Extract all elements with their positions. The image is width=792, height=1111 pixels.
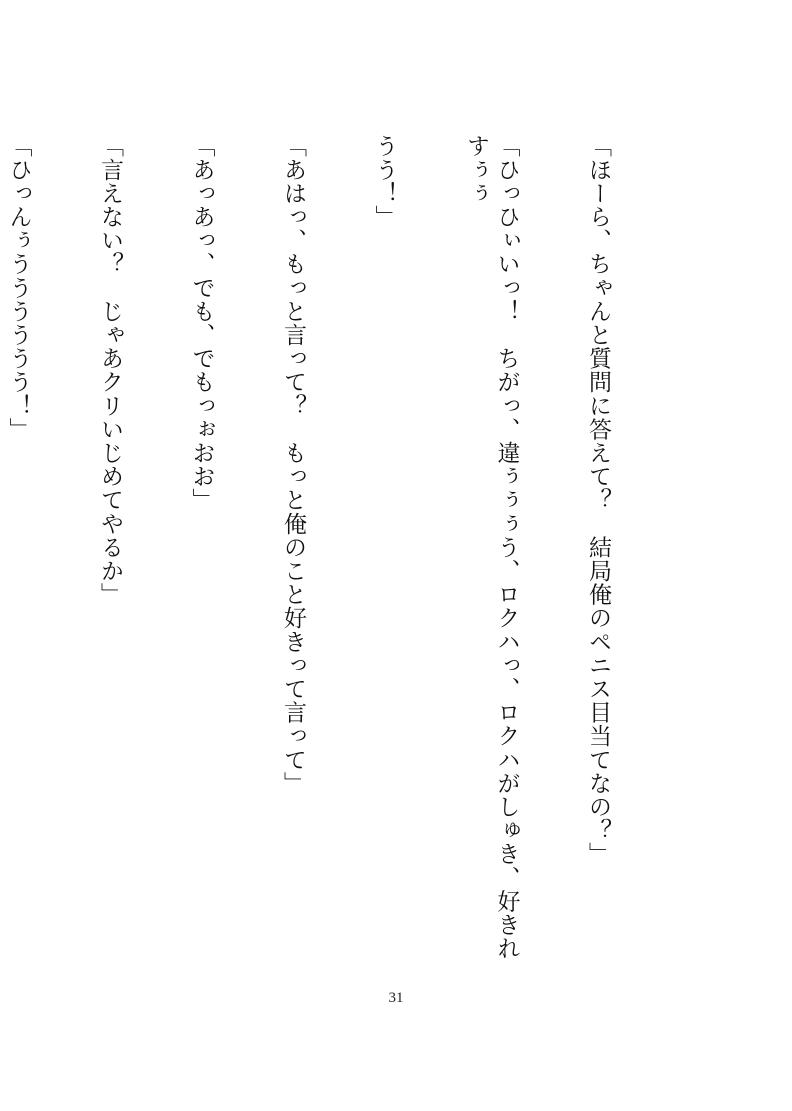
text-line: 「あはっ、もっと言って？ もっと俺のこと好きって言って」 [280, 134, 306, 795]
page-number: 31 [388, 990, 404, 1006]
text-line: 「あっあっ、でも、でもっぉおお」 [188, 134, 215, 512]
text-line: 「ほーら、ちゃんと質問に答えて？ 結局俺のペニス目当てなの？」 [585, 134, 611, 866]
text-line: 「ひっんぅうううううう！」 [5, 134, 32, 441]
vertical-text-block [0, 134, 674, 980]
text-line: うう！」 [371, 134, 398, 229]
text-line: 「ひっひぃいっ！ ちがっ、違ぅぅぅう、ロクハっ、ロクハがしゅき、好きれすぅぅ [463, 134, 520, 960]
text-line: 「言えない？ じゃあクリいじめてやるか」 [97, 134, 123, 606]
